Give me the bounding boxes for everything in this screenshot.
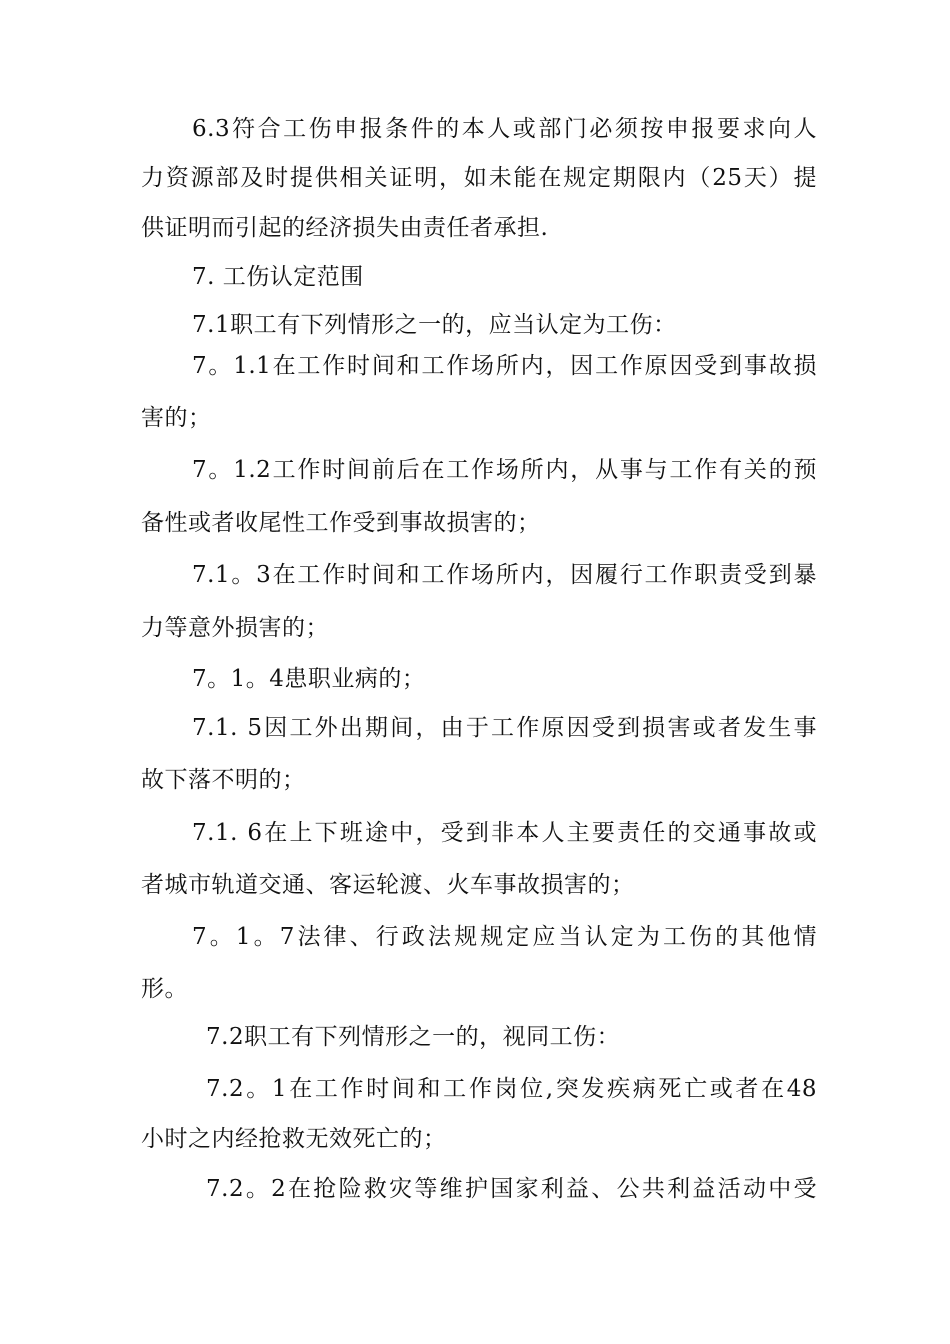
paragraph-line: 7.2。2在抢险救灾等维护国家利益、公共利益活动中受: [206, 1176, 817, 1202]
paragraph-line: 7.2。1在工作时间和工作岗位,突发疾病死亡或者在48: [206, 1076, 817, 1102]
paragraph-line: 7.1. 5因工外出期间，由于工作原因受到损害或者发生事: [192, 715, 817, 741]
paragraph-line: 备性或者收尾性工作受到事故损害的；: [141, 510, 541, 536]
paragraph-line: 7.1。3在工作时间和工作场所内，因履行工作职责受到暴: [192, 562, 817, 588]
paragraph-line: 7.1. 6在上下班途中，受到非本人主要责任的交通事故或: [192, 820, 817, 846]
paragraph-line: 力资源部及时提供相关证明，如未能在规定期限内（25天）提: [141, 165, 817, 191]
paragraph-line: 供证明而引起的经济损失由责任者承担.: [141, 215, 549, 241]
paragraph-line: 6.3符合工伤申报条件的本人或部门必须按申报要求向人: [192, 116, 817, 142]
paragraph-line: 7。1.1在工作时间和工作场所内，因工作原因受到事故损: [192, 353, 817, 379]
paragraph-line: 故下落不明的；: [141, 767, 306, 793]
paragraph-line: 力等意外损害的；: [141, 615, 329, 641]
paragraph-line: 7。1.2工作时间前后在工作场所内，从事与工作有关的预: [192, 457, 817, 483]
paragraph-line: 害的；: [141, 405, 212, 431]
paragraph-line: 7。1。7法律、行政法规规定应当认定为工伤的其他情: [192, 924, 817, 950]
paragraph-line: 7。1。4患职业病的；: [192, 666, 426, 692]
paragraph-line: 7.2职工有下列情形之一的，视同工伤：: [206, 1024, 621, 1050]
paragraph-line: 形。: [141, 976, 188, 1002]
section-heading: 7. 工伤认定范围: [192, 264, 364, 290]
paragraph-line: 小时之内经抢救无效死亡的；: [141, 1126, 447, 1152]
paragraph-line: 7.1职工有下列情形之一的，应当认定为工伤：: [192, 312, 677, 338]
paragraph-line: 者城市轨道交通、客运轮渡、火车事故损害的；: [141, 872, 635, 898]
